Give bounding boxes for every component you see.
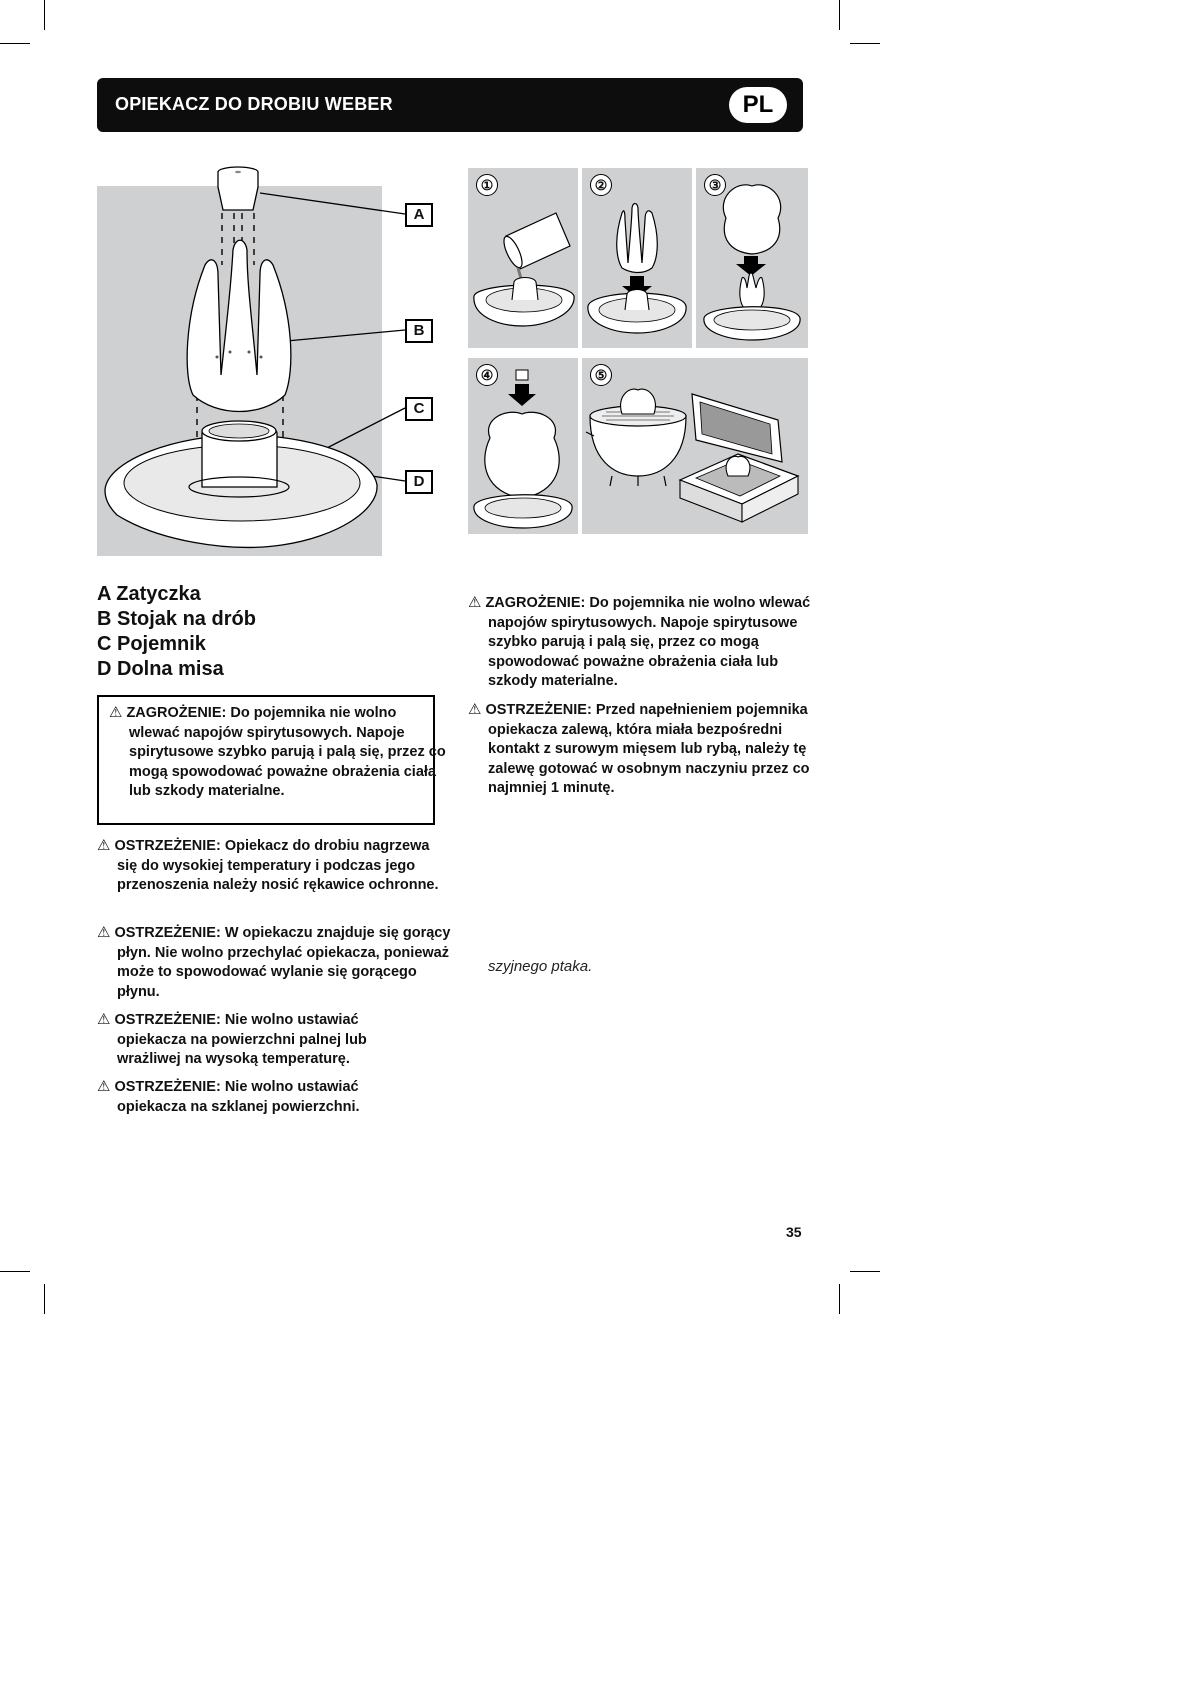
crop-mark: [0, 43, 30, 44]
warning-hot: [97, 836, 450, 896]
crop-mark: [44, 0, 45, 30]
diagram-label-a: A: [405, 203, 433, 227]
warning-glass-text: OSTRZEŻENIE: Nie wolno ustawiać opiekacza na szklanej powierzchni.: [114, 1079, 360, 1115]
warning-triangle-icon: ⚠: [468, 701, 482, 718]
warning-triangle-icon: ⚠: [97, 1011, 111, 1028]
warning-triangle-icon: ⚠: [97, 837, 111, 854]
step-2-number: ②: [590, 174, 612, 196]
crop-mark: [839, 0, 840, 30]
warning-surface-text: OSTRZEŻENIE: Nie wolno ustawiać opiekacza na powierzchni palnej lub wrażliwej na wysoką temperaturę.: [114, 1012, 367, 1067]
warning-triangle-icon: ⚠: [97, 1078, 111, 1095]
danger-warning: [109, 703, 447, 802]
step-1-panel: [468, 168, 578, 348]
header-title: OPIEKACZ DO DROBIU WEBER: [115, 94, 393, 114]
parts-diagram: [97, 165, 440, 558]
warning-surface: [97, 1010, 427, 1070]
page-number: 35: [786, 1224, 802, 1240]
crop-mark: [0, 1271, 30, 1272]
warning-hot-text: OSTRZEŻENIE: Opiekacz do drobiu nagrzewa się do wysokiej temperatury i podczas jego przenoszenia należy nosić rękawice ochronne.: [114, 838, 439, 893]
right-marinade-warning-text: OSTRZEŻENIE: Przed napełnieniem pojemnika opiekacza zalewą, która miała bezpośredni kontakt z surowym mięsem lub rybą, należy tę zalewę gotować w osobnym naczyniu przez co najmniej 1 minutę.: [485, 702, 810, 796]
right-danger-warning-text: ZAGROŻENIE: Do pojemnika nie wolno wlewać napojów spirytusowych. Napoje spirytusowe szybko parują i palą się, przez co mogą spowodować poważne obrażenia ciała lub szkody materialne.: [485, 595, 811, 689]
danger-warning-text: ZAGROŻENIE: Do pojemnika nie wolno wlewać napojów spirytusowych. Napoje spirytusowe szybko parują i palą się, przez co mogą spowodować poważne obrażenia ciała lub szkody materialne.: [126, 705, 446, 799]
part-b: B Stojak na drób: [97, 608, 256, 630]
step-4-panel: [468, 358, 578, 534]
crop-mark: [850, 1271, 880, 1272]
step-3-number: ③: [704, 174, 726, 196]
warning-triangle-icon: ⚠: [97, 924, 111, 941]
crop-mark: [850, 43, 880, 44]
parts-list: [97, 582, 256, 682]
diagram-label-b: B: [405, 319, 433, 343]
step-3-panel: [696, 168, 808, 348]
part-c: C Pojemnik: [97, 633, 206, 655]
italic-note: szyjnego ptaka.: [488, 958, 593, 975]
crop-mark: [839, 1284, 840, 1314]
warning-triangle-icon: ⚠: [109, 704, 123, 721]
warning-triangle-icon: ⚠: [468, 594, 482, 611]
step-5-illustration: [582, 358, 808, 534]
language-badge: PL: [729, 87, 787, 123]
warning-glass: [97, 1077, 427, 1117]
parts-diagram-illustration: [97, 165, 440, 558]
assembly-steps: [468, 168, 808, 534]
warning-liquid-text: OSTRZEŻENIE: W opiekaczu znajduje się gorący płyn. Nie wolno przechylać opiekacza, ponieważ może to spowodować wylanie się gorącego płynu.: [114, 925, 451, 1000]
step-4-number: ④: [476, 364, 498, 386]
header-bar: [97, 78, 803, 132]
right-danger-warning: [468, 593, 818, 692]
crop-mark: [44, 1284, 45, 1314]
step-1-number: ①: [476, 174, 498, 196]
step-5-number: ⑤: [590, 364, 612, 386]
part-d: D Dolna misa: [97, 658, 224, 680]
warning-liquid: [97, 923, 454, 1002]
right-marinade-warning: [468, 700, 823, 799]
part-a: A Zatyczka: [97, 583, 201, 605]
diagram-label-d: D: [405, 470, 433, 494]
danger-warning-box: [97, 695, 446, 825]
step-5-panel: [582, 358, 808, 534]
diagram-label-c: C: [405, 397, 433, 421]
step-2-panel: [582, 168, 692, 348]
